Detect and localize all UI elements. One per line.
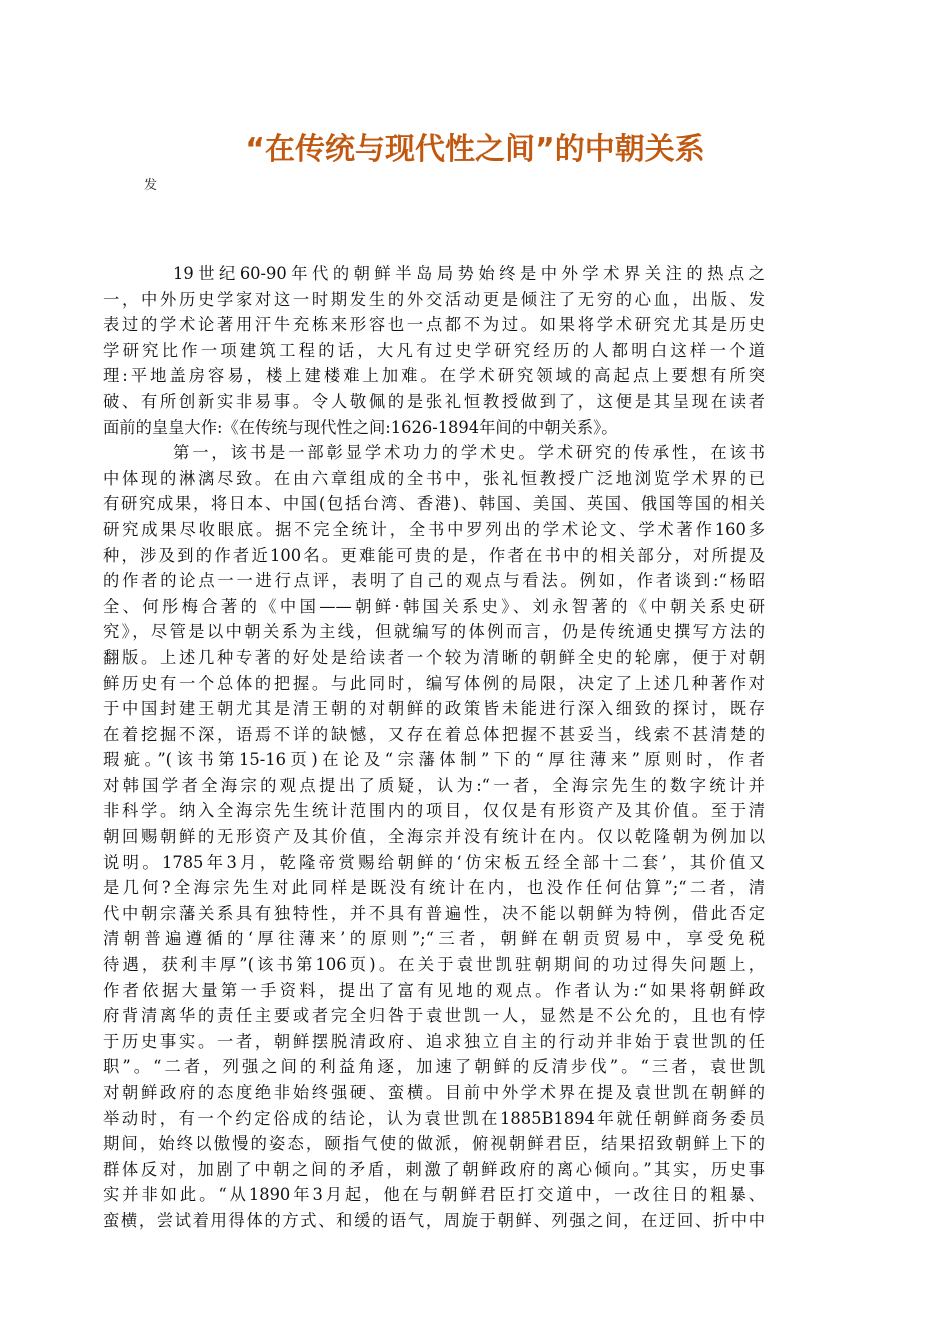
text-line: 朝回赐朝鲜的无形资产及其价值，全海宗并没有统计在内。仅以乾隆朝为例加以 [103,827,765,847]
text-line: 是几何?全海宗先生对此同样是既没有统计在内，也没作任何估算”;“二者，清 [103,878,765,898]
text-line: 对韩国学者全海宗的观点提出了质疑，认为:“一者，全海宗先生的数字统计并 [103,775,765,795]
text-line: 实并非如此。“从1890年3月起，他在与朝鲜君臣打交道中，一改往日的粗暴、 [103,1185,765,1205]
text-line: 在着挖掘不深，语焉不详的缺憾，又存在着总体把握不甚妥当，线索不甚清楚的 [103,724,765,744]
text-line: 职”。“二者，列强之间的利益角逐，加速了朝鲜的反清步伐”。“三者，袁世凯 [103,1057,765,1077]
text-line: 说明。1785年3月，乾隆帝赏赐给朝鲜的‘仿宋板五经全部十二套’，其价值又 [103,852,765,872]
text-line: 一，中外历史学家对这一时期发生的外交活动更是倾注了无穷的心血，出版、发 [103,289,765,309]
text-line: 的作者的论点一一进行点评，表明了自己的观点与看法。例如，作者谈到:“杨昭 [103,571,765,591]
text-line: 于中国封建王朝尤其是清王朝的对朝鲜的政策皆未能进行深入细致的探讨，既存 [103,699,765,719]
text-line: 第一，该书是一部彰显学术功力的学术史。学术研究的传承性，在该书 [173,443,765,463]
text-line: 非科学。纳入全海宗先生统计范围内的项目，仅仅是有形资产及其价值。至于清 [103,801,765,821]
text-line: 表过的学术论著用汗牛充栋来形容也一点都不为过。如果将学术研究尤其是历史 [103,315,765,335]
text-line: 中体现的淋漓尽致。在由六章组成的全书中，张礼恒教授广泛地浏览学术界的已 [103,468,765,488]
text-line: 瑕疵。”(该书第15-16页)在论及“宗藩体制”下的“厚往薄来”原则时，作者 [103,750,765,770]
text-line: 作者依据大量第一手资料，提出了富有见地的观点。作者认为:“如果将朝鲜政 [103,980,765,1000]
text-line: 对朝鲜政府的态度绝非始终强硬、蛮横。目前中外学术界在提及袁世凯在朝鲜的 [103,1083,765,1102]
text-line: 期间，始终以傲慢的姿态，颐指气使的做派，俯视朝鲜君臣，结果招致朝鲜上下的 [103,1134,765,1154]
article-body [103,261,765,1234]
text-line: 全、何彤梅合著的《中国——朝鲜·韩国关系史》、刘永智著的《中朝关系史研 [103,596,765,616]
text-line: 面前的皇皇大作:《在传统与现代性之间:1626-1894年间的中朝关系》。 [103,417,618,437]
text-line: 翻版。上述几种专著的好处是给读者一个较为清晰的朝鲜全史的轮廓，便于对朝 [103,647,765,667]
text-line: 破、有所创新实非易事。令人敬佩的是张礼恒教授做到了，这便是其呈现在读者 [103,391,765,411]
text-line: 于历史事实。一者，朝鲜摆脱清政府、追求独立自主的行动并非始于袁世凯的任 [103,1031,765,1051]
text-line: 种，涉及到的作者近100名。更难能可贵的是，作者在书中的相关部分，对所提及 [103,545,765,565]
document-title: “在传统与现代性之间”的中朝关系 [245,132,705,167]
text-line: 群体反对，加剧了中朝之间的矛盾，刺激了朝鲜政府的离心倾向。”其实，历史事 [103,1159,765,1179]
text-line: 究》，尽管是以中朝关系为主线，但就编写的体例而言，仍是传统通史撰写方法的 [103,622,765,642]
text-line: 研究成果尽收眼底。据不完全统计，全书中罗列出的学术论文、学术著作160多 [103,519,765,539]
text-line: 有研究成果，将日本、中国(包括台湾、香港)、韩国、美国、英国、俄国等国的相关 [103,494,765,514]
text-line: 鲜历史有一个总体的把握。与此同时，编写体例的局限，决定了上述几种著作对 [103,673,765,693]
text-line: 蛮横，尝试着用得体的方式、和缓的语气，周旋于朝鲜、列强之间，在迂回、折中中 [103,1210,765,1230]
text-line: 代中朝宗藩关系具有独特性，并不具有普遍性，决不能以朝鲜为特例，借此否定 [103,903,765,923]
text-line: 举动时，有一个约定俗成的结论，认为袁世凯在1885B1894年就任朝鲜商务委员 [103,1108,765,1128]
byline: 发 [144,178,158,193]
text-line: 清朝普遍遵循的‘厚往薄来’的原则”;“三者，朝鲜在朝贡贸易中，享受免税 [103,929,765,949]
text-line: 学研究比作一项建筑工程的话，大凡有过史学研究经历的人都明白这样一个道 [103,340,765,360]
text-line: 理:平地盖房容易，楼上建楼难上加难。在学术研究领域的高起点上要想有所突 [103,366,765,386]
text-line: 府背清离华的责任主要或者完全归咎于袁世凯一人，显然是不公允的，且也有悖 [103,1006,765,1026]
text-line: 待遇，获利丰厚”(该书第106页)。在关于袁世凯驻朝期间的功过得失问题上， [103,955,765,975]
text-line: 19世纪60-90年代的朝鲜半岛局势始终是中外学术界关注的热点之 [173,264,765,283]
